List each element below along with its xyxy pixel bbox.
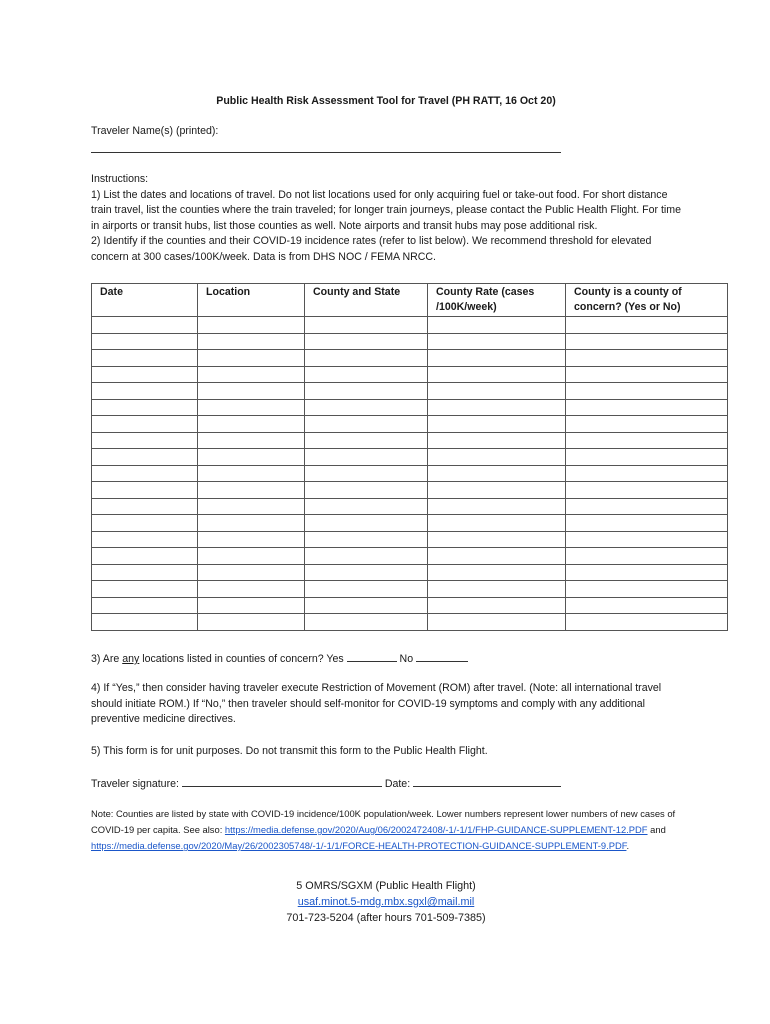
table-cell[interactable] xyxy=(428,498,566,515)
table-row xyxy=(92,383,728,400)
table-cell[interactable] xyxy=(305,449,428,466)
table-cell[interactable] xyxy=(198,548,305,565)
table-row xyxy=(92,581,728,598)
table-row xyxy=(92,597,728,614)
date-blank[interactable] xyxy=(413,775,561,787)
table-cell[interactable] xyxy=(566,482,728,499)
table-cell[interactable] xyxy=(566,465,728,482)
table-cell[interactable] xyxy=(305,581,428,598)
table-cell[interactable] xyxy=(305,383,428,400)
table-cell[interactable] xyxy=(92,317,198,334)
table-cell[interactable] xyxy=(305,333,428,350)
table-row xyxy=(92,531,728,548)
table-cell[interactable] xyxy=(566,399,728,416)
table-cell[interactable] xyxy=(428,465,566,482)
table-cell[interactable] xyxy=(92,449,198,466)
table-cell[interactable] xyxy=(92,515,198,532)
table-cell[interactable] xyxy=(198,449,305,466)
table-cell[interactable] xyxy=(198,498,305,515)
table-cell[interactable] xyxy=(198,317,305,334)
table-cell[interactable] xyxy=(305,515,428,532)
table-row xyxy=(92,482,728,499)
table-cell[interactable] xyxy=(428,597,566,614)
table-cell[interactable] xyxy=(198,432,305,449)
instruction-item-1: 1) List the dates and locations of travel. Do not list locations used for only acquiring fuel or take-out food. For short distance train travel, list the counties where the train traveled; for longer train journeys, please contact the Public Health Flight. For time in airports or transit hubs, list those counties as well. Note airports and transit hubs may pose additional risk. xyxy=(91,188,682,232)
table-cell[interactable] xyxy=(566,564,728,581)
table-cell[interactable] xyxy=(428,548,566,565)
table-row xyxy=(92,614,728,631)
table-cell[interactable] xyxy=(566,548,728,565)
table-cell[interactable] xyxy=(305,317,428,334)
table-cell[interactable] xyxy=(198,564,305,581)
table-cell[interactable] xyxy=(305,432,428,449)
header-county-of-concern: County is a county of concern? (Yes or No) xyxy=(566,284,728,317)
table-cell[interactable] xyxy=(305,531,428,548)
table-cell[interactable] xyxy=(305,548,428,565)
table-cell[interactable] xyxy=(305,564,428,581)
note-and: and xyxy=(647,824,666,835)
table-row xyxy=(92,366,728,383)
header-date: Date xyxy=(92,284,198,317)
signature-label: Traveler signature: xyxy=(91,778,182,790)
q3-any: any xyxy=(122,653,140,665)
table-cell[interactable] xyxy=(566,366,728,383)
table-cell[interactable] xyxy=(566,333,728,350)
table-row xyxy=(92,317,728,334)
table-cell[interactable] xyxy=(92,399,198,416)
table-cell[interactable] xyxy=(92,465,198,482)
table-cell[interactable] xyxy=(305,399,428,416)
table-cell[interactable] xyxy=(566,317,728,334)
table-cell[interactable] xyxy=(92,531,198,548)
table-cell[interactable] xyxy=(198,597,305,614)
table-cell[interactable] xyxy=(566,449,728,466)
table-cell[interactable] xyxy=(198,614,305,631)
traveler-name-line[interactable] xyxy=(91,152,561,153)
instruction-item-2: 2) Identify if the counties and their COVID-19 incidence rates (refer to list below). We recommend threshold for elevated concern at 300 cases/100K/week. Data is from DHS NOC / FEMA NRCC. xyxy=(91,235,652,263)
table-cell[interactable] xyxy=(566,581,728,598)
table-row xyxy=(92,432,728,449)
table-cell[interactable] xyxy=(198,465,305,482)
question-4: 4) If “Yes,” then consider having traveler execute Restriction of Movement (ROM) after travel. (Note: all international travel should initiate ROM.) If “No,” then traveler should self-monitor for COVID-19 symptoms and comply with any additional preventive medicine directives. xyxy=(91,682,662,726)
table-cell[interactable] xyxy=(428,416,566,433)
table-cell[interactable] xyxy=(428,333,566,350)
footer-phone: 701-723-5204 (after hours 701-509-7385) xyxy=(286,912,486,924)
table-body xyxy=(92,317,728,631)
table-cell[interactable] xyxy=(92,366,198,383)
header-county-state: County and State xyxy=(305,284,428,317)
table-cell[interactable] xyxy=(566,597,728,614)
table-cell[interactable] xyxy=(92,581,198,598)
no-blank[interactable] xyxy=(416,650,468,662)
table-cell[interactable] xyxy=(92,548,198,565)
table-cell[interactable] xyxy=(92,564,198,581)
table-cell[interactable] xyxy=(305,614,428,631)
table-cell[interactable] xyxy=(566,498,728,515)
traveler-name-label: Traveler Name(s) (printed): xyxy=(91,125,219,137)
q3-middle: locations listed in counties of concern? Yes xyxy=(139,653,347,665)
table-row xyxy=(92,350,728,367)
table-cell[interactable] xyxy=(566,531,728,548)
table-cell[interactable] xyxy=(198,531,305,548)
table-cell[interactable] xyxy=(92,597,198,614)
table-cell[interactable] xyxy=(566,383,728,400)
table-row xyxy=(92,548,728,565)
table-cell[interactable] xyxy=(92,498,198,515)
table-cell[interactable] xyxy=(198,383,305,400)
header-county-rate: County Rate (cases /100K/week) xyxy=(428,284,566,317)
table-cell[interactable] xyxy=(198,366,305,383)
signature-blank[interactable] xyxy=(182,775,382,787)
table-cell[interactable] xyxy=(566,432,728,449)
table-cell[interactable] xyxy=(428,482,566,499)
table-cell[interactable] xyxy=(92,333,198,350)
table-cell[interactable] xyxy=(198,482,305,499)
table-cell[interactable] xyxy=(428,581,566,598)
signature-line xyxy=(91,775,691,793)
table-cell[interactable] xyxy=(305,465,428,482)
table-cell[interactable] xyxy=(198,515,305,532)
table-cell[interactable] xyxy=(428,383,566,400)
footer-contact xyxy=(91,878,681,926)
table-cell[interactable] xyxy=(428,399,566,416)
table-cell[interactable] xyxy=(92,432,198,449)
table-header-row xyxy=(92,284,728,317)
table-cell[interactable] xyxy=(92,416,198,433)
table-row xyxy=(92,515,728,532)
table-cell[interactable] xyxy=(428,515,566,532)
table-row xyxy=(92,449,728,466)
table-row xyxy=(92,333,728,350)
table-cell[interactable] xyxy=(305,498,428,515)
table-cell[interactable] xyxy=(198,350,305,367)
table-cell[interactable] xyxy=(428,564,566,581)
question-3 xyxy=(91,650,691,668)
table-cell[interactable] xyxy=(198,399,305,416)
footer-email-link[interactable]: usaf.minot.5-mdg.mbx.sgxl@mail.mil xyxy=(297,896,475,908)
table-row xyxy=(92,465,728,482)
note xyxy=(91,806,691,854)
table-cell[interactable] xyxy=(566,416,728,433)
header-location: Location xyxy=(198,284,305,317)
footer-org: 5 OMRS/SGXM (Public Health Flight) xyxy=(296,880,476,892)
table-cell[interactable] xyxy=(92,383,198,400)
table-row xyxy=(92,399,728,416)
table-cell[interactable] xyxy=(305,366,428,383)
table-cell[interactable] xyxy=(428,317,566,334)
table-cell[interactable] xyxy=(92,350,198,367)
table-cell[interactable] xyxy=(198,581,305,598)
yes-blank[interactable] xyxy=(347,650,397,662)
table-row xyxy=(92,498,728,515)
table-cell[interactable] xyxy=(305,482,428,499)
table-cell[interactable] xyxy=(566,350,728,367)
note-end: . xyxy=(626,840,630,851)
table-cell[interactable] xyxy=(428,366,566,383)
instructions-heading: Instructions: xyxy=(91,173,149,185)
guidance-link-12[interactable]: https://media.defense.gov/2020/Aug/06/2002472408/-1/-1/1/FHP-GUIDANCE-SUPPLEMENT-12.PDF xyxy=(224,824,648,835)
table-row xyxy=(92,564,728,581)
table-cell[interactable] xyxy=(92,614,198,631)
table-cell[interactable] xyxy=(198,333,305,350)
table-row xyxy=(92,416,728,433)
table-cell[interactable] xyxy=(428,614,566,631)
table-cell[interactable] xyxy=(428,531,566,548)
table-cell[interactable] xyxy=(428,350,566,367)
table-cell[interactable] xyxy=(566,515,728,532)
question-5: 5) This form is for unit purposes. Do not transmit this form to the Public Health Flight. xyxy=(91,745,488,757)
table-cell[interactable] xyxy=(198,416,305,433)
table-cell[interactable] xyxy=(305,416,428,433)
instructions xyxy=(91,172,681,266)
date-label: Date: xyxy=(381,778,414,790)
table-cell[interactable] xyxy=(428,449,566,466)
table-cell[interactable] xyxy=(566,614,728,631)
table-cell[interactable] xyxy=(305,350,428,367)
table-cell[interactable] xyxy=(428,432,566,449)
q3-prefix: 3) Are xyxy=(91,653,123,665)
travel-table xyxy=(91,283,728,631)
q3-no-label: No xyxy=(396,653,417,665)
form-title: Public Health Risk Assessment Tool for Travel (PH RATT, 16 Oct 20) xyxy=(216,95,556,107)
table-cell[interactable] xyxy=(305,597,428,614)
note-text: Note: Counties are listed by state with COVID-19 incidence/100K population/week. Lower numbers represent lower numbers of new cases of COVID-19 per capita. See also: xyxy=(91,808,676,835)
guidance-link-9[interactable]: https://media.defense.gov/2020/May/26/2002305748/-1/-1/1/FORCE-HEALTH-PROTECTION-GUIDANCE-SUPPLEMENT-9.PDF xyxy=(91,840,627,851)
table-cell[interactable] xyxy=(92,482,198,499)
